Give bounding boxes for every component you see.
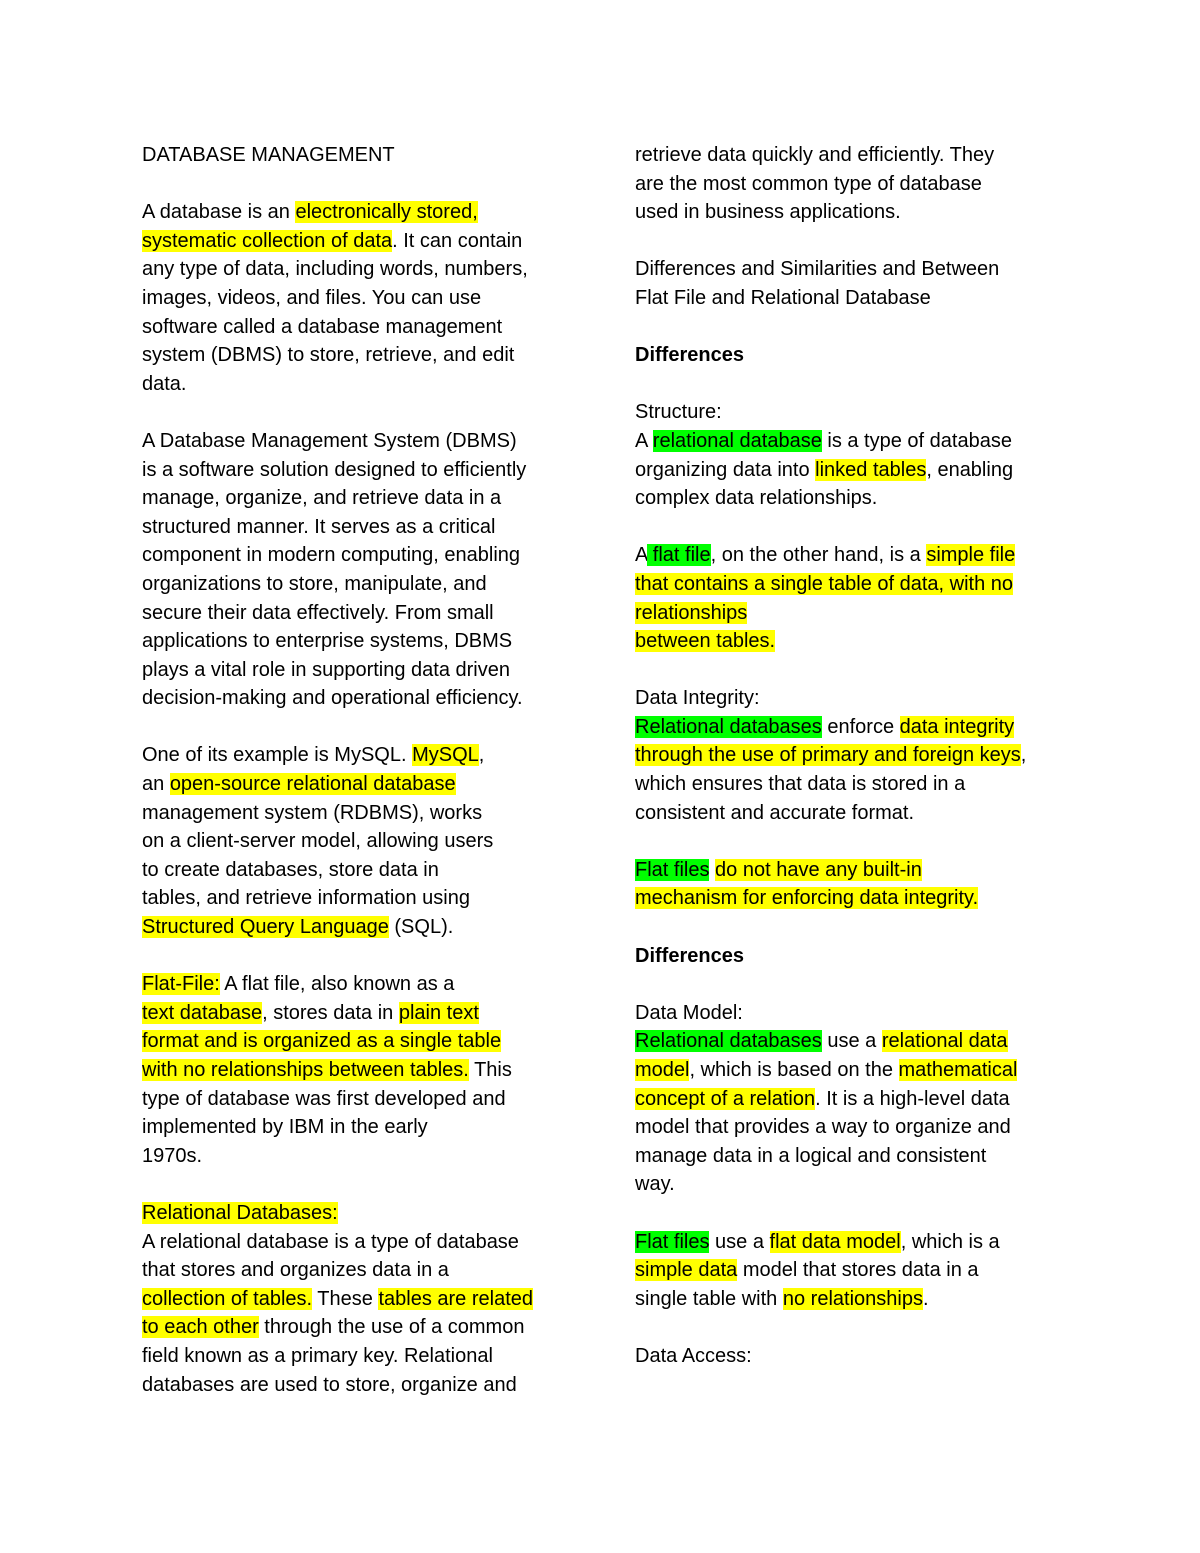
yellow-highlight: between tables. [635, 630, 776, 653]
text-segment: A Database Management System (DBMS) [142, 429, 517, 452]
text-segment: Data Integrity: [635, 687, 760, 710]
yellow-highlight: model [635, 1059, 690, 1081]
text-segment: structured manner. It serves as a critical [142, 515, 496, 538]
text-line [142, 456, 582, 485]
blank-line [142, 713, 582, 742]
text-line [635, 942, 1075, 971]
text-line [142, 541, 582, 570]
text-line [142, 284, 582, 313]
text-segment: A relational database is a type of database [142, 1230, 519, 1253]
text-line [142, 1085, 582, 1114]
text-segment: DATABASE MANAGEMENT [142, 144, 395, 166]
yellow-highlight: Flat-File: [142, 973, 220, 996]
text-segment: , which is a [900, 1230, 1000, 1253]
yellow-highlight: to each other [142, 1316, 259, 1339]
text-line [142, 513, 582, 542]
text-segment: field known as a primary key. Relational [142, 1344, 493, 1367]
text-line [635, 427, 1075, 456]
text-segment: enforce [821, 715, 900, 738]
text-segment: are the most common type of database [635, 172, 982, 195]
green-highlight: Flat files [635, 858, 710, 881]
text-line [142, 827, 582, 856]
yellow-highlight: relational data [881, 1030, 1008, 1053]
text-segment: , enabling [926, 458, 1014, 481]
text-line [142, 427, 582, 456]
text-line [635, 684, 1075, 713]
text-line [635, 770, 1075, 799]
text-line [142, 1342, 582, 1371]
yellow-highlight: MySQL [412, 744, 479, 767]
text-segment: Data Access: [635, 1344, 752, 1367]
yellow-highlight: that contains a single table of data, with no [635, 572, 1014, 595]
text-segment: 1970s. [142, 1144, 203, 1167]
text-line [142, 1256, 582, 1285]
text-line [142, 1228, 582, 1257]
blank-line [635, 656, 1075, 685]
text-line [142, 1285, 582, 1314]
right-text-column [635, 141, 1075, 1371]
blank-line [635, 513, 1075, 542]
text-line [635, 1142, 1075, 1171]
text-line [142, 313, 582, 342]
text-line [142, 999, 582, 1028]
blank-line [142, 942, 582, 971]
text-segment: organizing data into [635, 458, 816, 481]
text-line [635, 799, 1075, 828]
text-segment: A [635, 544, 648, 567]
text-segment: model that stores data in a [737, 1259, 979, 1282]
text-segment: complex data relationships. [635, 487, 878, 510]
text-segment: tables, and retrieve information using [142, 887, 470, 910]
text-segment: an [142, 773, 170, 796]
text-line [142, 627, 582, 656]
text-segment: component in modern computing, enabling [142, 544, 521, 567]
text-line [635, 541, 1075, 570]
text-line [635, 141, 1075, 170]
text-segment: use a [821, 1030, 882, 1053]
blank-line [142, 1170, 582, 1199]
text-segment: , stores data in [262, 1001, 399, 1024]
yellow-highlight: relationships [635, 601, 748, 624]
text-segment: model that provides a way to organize and [635, 1116, 1011, 1139]
text-line [142, 1142, 582, 1171]
yellow-highlight: collection of tables. [142, 1287, 313, 1310]
text-line [635, 741, 1075, 770]
text-segment: . It is a high-level data [815, 1087, 1010, 1110]
blank-line [635, 1313, 1075, 1342]
text-line [142, 1027, 582, 1056]
text-line [635, 884, 1075, 913]
blank-line [635, 313, 1075, 342]
text-segment: One of its example is MySQL. [142, 744, 413, 767]
text-line [635, 1170, 1075, 1199]
yellow-highlight: tables are related [378, 1287, 533, 1310]
text-segment: that stores and organizes data in a [142, 1259, 449, 1282]
text-segment: on a client-server model, allowing users [142, 830, 494, 853]
text-line [635, 1113, 1075, 1142]
text-line [635, 198, 1075, 227]
text-segment: , which is based on the [689, 1059, 899, 1081]
text-line [142, 1199, 582, 1228]
text-segment: is a type of database [821, 429, 1012, 452]
text-line [635, 713, 1075, 742]
text-segment: use a [709, 1230, 770, 1253]
text-line [142, 570, 582, 599]
text-line [635, 284, 1075, 313]
green-highlight: Relational databases [635, 1030, 822, 1053]
yellow-highlight: simple file [926, 544, 1016, 567]
text-segment: retrieve data quickly and efficiently. They [635, 144, 995, 166]
yellow-highlight: no relationships [782, 1287, 923, 1310]
text-segment: which ensures that data is stored in a [635, 773, 966, 796]
text-segment: to create databases, store data in [142, 858, 439, 881]
yellow-highlight: flat data model [769, 1230, 901, 1253]
text-segment: images, videos, and files. You can use [142, 286, 482, 309]
text-segment: . It can contain [392, 229, 523, 252]
text-line [635, 1085, 1075, 1114]
text-segment: These [312, 1287, 379, 1310]
text-line [635, 170, 1075, 199]
text-line [635, 1027, 1075, 1056]
text-line [142, 913, 582, 942]
blank-line [142, 398, 582, 427]
text-line [142, 684, 582, 713]
text-segment: databases are used to store, organize and [142, 1373, 517, 1396]
blank-line [635, 1199, 1075, 1228]
text-segment: This [468, 1059, 512, 1081]
yellow-highlight: open-source relational database [169, 773, 456, 796]
blank-line [635, 227, 1075, 256]
text-segment: Differences and Similarities and Between [635, 258, 1000, 281]
text-line [635, 627, 1075, 656]
text-segment: decision-making and operational efficiency. [142, 687, 523, 710]
text-line [635, 856, 1075, 885]
green-highlight: flat file [647, 544, 711, 567]
text-segment: . [922, 1287, 929, 1310]
green-highlight: Flat files [635, 1230, 710, 1253]
text-line [142, 1056, 582, 1085]
text-segment: manage data in a logical and consistent [635, 1144, 987, 1167]
text-segment: secure their data effectively. From small [142, 601, 494, 624]
section-heading: Differences [635, 344, 744, 367]
text-line [142, 198, 582, 227]
text-segment: Structure: [635, 401, 722, 424]
text-segment: Data Model: [635, 1001, 743, 1024]
text-segment: plays a vital role in supporting data driven [142, 658, 510, 681]
text-segment: , [478, 744, 485, 767]
text-segment: management system (RDBMS), works [142, 801, 483, 824]
text-segment: implemented by IBM in the early [142, 1116, 428, 1139]
text-segment: applications to enterprise systems, DBMS [142, 630, 513, 653]
text-segment: A [635, 429, 653, 452]
yellow-highlight: systematic collection of data [142, 229, 393, 252]
text-line [635, 1228, 1075, 1257]
text-line [142, 1113, 582, 1142]
text-segment: (SQL). [388, 916, 454, 939]
text-segment: A flat file, also known as a [219, 973, 455, 996]
green-highlight: Relational databases [635, 715, 822, 738]
text-line [635, 570, 1075, 599]
text-line [142, 741, 582, 770]
text-segment: used in business applications. [635, 201, 901, 224]
text-line [635, 255, 1075, 284]
text-line [635, 599, 1075, 628]
text-line [142, 141, 582, 170]
yellow-highlight: data integrity [899, 715, 1015, 738]
text-line [635, 341, 1075, 370]
text-segment: way. [635, 1173, 675, 1196]
yellow-highlight: linked tables [815, 458, 927, 481]
text-line [142, 341, 582, 370]
text-line [142, 656, 582, 685]
text-segment: manage, organize, and retrieve data in a [142, 487, 502, 510]
text-line [142, 227, 582, 256]
yellow-highlight: electronically stored, [295, 201, 478, 224]
text-line [142, 255, 582, 284]
text-line [635, 456, 1075, 485]
yellow-highlight: do not have any built-in [715, 858, 922, 881]
yellow-highlight: text database [142, 1001, 263, 1024]
text-segment: , on the other hand, is a [710, 544, 927, 567]
blank-line [635, 970, 1075, 999]
text-line [142, 599, 582, 628]
text-line [142, 970, 582, 999]
text-segment: is a software solution designed to efficiently [142, 458, 527, 481]
text-line [635, 398, 1075, 427]
text-line [142, 370, 582, 399]
text-segment: through the use of a common [258, 1316, 525, 1339]
text-line [142, 884, 582, 913]
yellow-highlight: through the use of primary and foreign keys [635, 744, 1021, 767]
text-line [142, 484, 582, 513]
text-line [142, 1371, 582, 1400]
text-segment: A database is an [142, 201, 296, 224]
text-line [142, 770, 582, 799]
text-segment: software called a database management [142, 315, 503, 338]
blank-line [635, 913, 1075, 942]
text-segment: organizations to store, manipulate, and [142, 572, 487, 595]
text-line [142, 799, 582, 828]
yellow-highlight: mechanism for enforcing data integrity. [635, 887, 979, 910]
text-line [635, 1342, 1075, 1371]
text-line [635, 484, 1075, 513]
text-line [635, 1285, 1075, 1314]
yellow-highlight: concept of a relation [635, 1087, 816, 1110]
text-line [142, 1313, 582, 1342]
blank-line [635, 370, 1075, 399]
text-segment: type of database was first developed and [142, 1087, 506, 1110]
yellow-highlight: Structured Query Language [142, 916, 389, 939]
text-segment: Flat File and Relational Database [635, 286, 931, 309]
text-line [142, 856, 582, 885]
text-line [635, 1056, 1075, 1085]
text-segment: system (DBMS) to store, retrieve, and edit [142, 344, 515, 367]
yellow-highlight: simple data [635, 1259, 738, 1282]
yellow-highlight: with no relationships between tables. [142, 1059, 469, 1081]
yellow-highlight: format and is organized as a single table [142, 1030, 502, 1053]
text-segment: data. [142, 372, 187, 395]
blank-line [635, 827, 1075, 856]
text-line [635, 1256, 1075, 1285]
blank-line [142, 170, 582, 199]
text-segment: consistent and accurate format. [635, 801, 915, 824]
text-segment: any type of data, including words, numbers, [142, 258, 528, 281]
text-segment: , [1020, 744, 1027, 767]
section-heading: Differences [635, 944, 744, 967]
text-segment: single table with [635, 1287, 783, 1310]
yellow-highlight: mathematical [898, 1059, 1018, 1081]
yellow-highlight: Relational Databases: [142, 1201, 338, 1224]
text-line [635, 999, 1075, 1028]
left-text-column [142, 141, 582, 1399]
yellow-highlight: plain text [398, 1001, 479, 1024]
green-highlight: relational database [652, 429, 822, 452]
